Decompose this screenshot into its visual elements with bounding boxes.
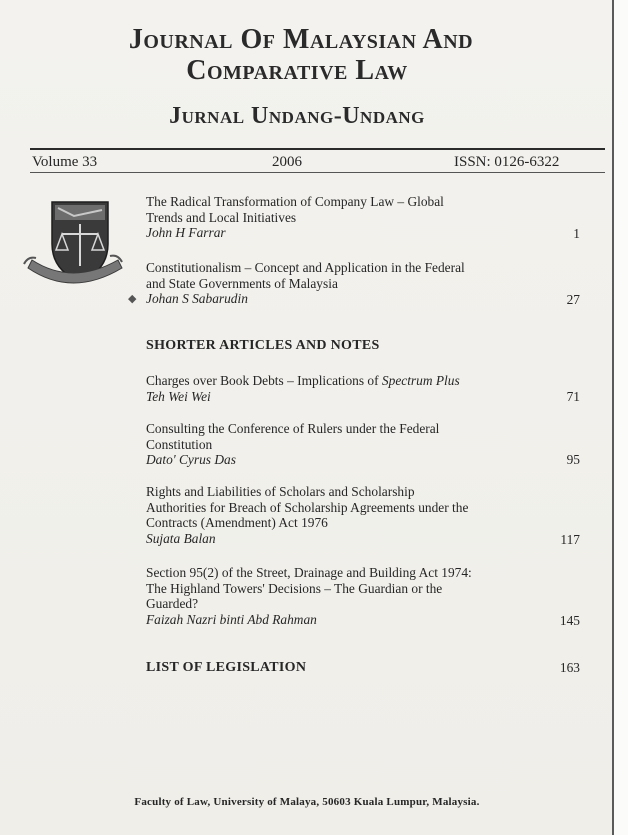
article-title: The Radical Transformation of Company Law – Global Trends and Local Initiatives xyxy=(146,194,444,225)
article-author: Dato' Cyrus Das xyxy=(146,452,236,467)
article-author: Sujata Balan xyxy=(146,530,216,546)
bottom-rule xyxy=(30,172,605,173)
article-entry xyxy=(146,421,476,468)
legislation-page-number: 163 xyxy=(559,660,580,675)
article-title xyxy=(146,373,476,389)
journal-title-line-2: Comparative Law xyxy=(186,55,408,86)
article-title-text: Charges over Book Debts – Implications of xyxy=(146,373,382,388)
article-entry xyxy=(146,260,476,307)
article-entry xyxy=(146,194,476,241)
journal-title-line-1: Journal Of Malaysian And xyxy=(128,24,474,55)
article-title: Constitutionalism – Concept and Application in the Federal and State Governments of Malaysia xyxy=(146,260,465,291)
section-heading-legislation: LIST OF LEGISLATION xyxy=(146,660,307,675)
article-author: Teh Wei Wei xyxy=(146,388,211,404)
article-page-number: 71 xyxy=(566,389,580,404)
article-page-number: 117 xyxy=(560,532,580,547)
top-rule xyxy=(30,148,605,150)
publisher-footer: Faculty of Law, University of Malaya, 50603 Kuala Lumpur, Malaysia. xyxy=(134,796,480,808)
article-author: Johan S Sabarudin xyxy=(146,291,248,306)
article-title: Consulting the Conference of Rulers under the Federal Constitution xyxy=(146,421,440,452)
margin-mark: ◆ xyxy=(128,293,137,305)
article-entry xyxy=(146,565,476,627)
article-title: Rights and Liabilities of Scholars and Scholarship Authorities for Breach of Scholarship Agreements under the Contracts (Amendment) Act 1976 xyxy=(146,484,469,530)
article-page-number: 27 xyxy=(566,292,580,307)
article-page-number: 95 xyxy=(566,452,580,467)
article-author: John H Farrar xyxy=(146,225,226,240)
article-page-number: 145 xyxy=(559,613,580,628)
article-title-case-name: Spectrum Plus xyxy=(381,373,460,388)
year-label: 2006 xyxy=(272,154,302,170)
article-page-number: 1 xyxy=(573,226,580,241)
page-edge xyxy=(612,0,628,835)
article-title: Section 95(2) of the Street, Drainage and Building Act 1974: The Highland Towers' Decisions – The Guardian or the Guarded? xyxy=(146,565,472,611)
university-crest-icon xyxy=(22,198,126,294)
article-entry xyxy=(146,484,476,546)
section-heading-shorter: SHORTER ARTICLES AND NOTES xyxy=(146,338,380,353)
journal-subtitle: Jurnal Undang-Undang xyxy=(169,103,425,129)
volume-label: Volume 33 xyxy=(32,154,98,170)
article-entry xyxy=(146,373,476,404)
article-author: Faizah Nazri binti Abd Rahman xyxy=(146,611,317,627)
issn-label: ISSN: 0126-6322 xyxy=(454,154,560,170)
